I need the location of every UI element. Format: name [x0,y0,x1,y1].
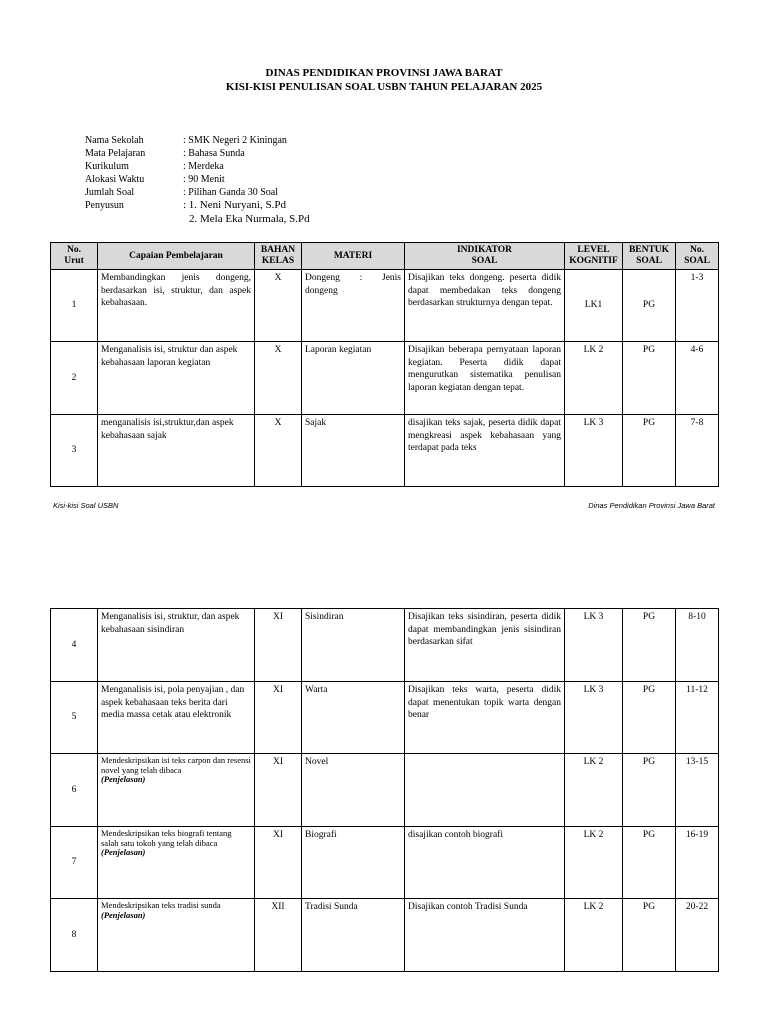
cell-no-soal: 16-19 [676,827,719,899]
cell-bentuk: PG [623,754,676,827]
cell-kelas: XII [255,899,302,972]
info-value: : 90 Menit [183,174,225,185]
table-row [51,754,719,827]
table-row [51,899,719,972]
info-value: : 1. Neni Nuryani, S.Pd [183,199,286,211]
col-bentuk: BENTUK SOAL [623,243,676,270]
cell-bentuk: PG [623,899,676,972]
table-row [51,342,719,415]
cell-materi: Dongeng : Jenis dongeng [302,270,405,342]
grid-table-page2 [50,608,719,972]
cell-capaian: menganalisis isi,struktur,dan aspek kebahasaan sajak [98,415,255,487]
cell-materi: Warta [302,682,405,754]
cell-no: 3 [51,415,98,487]
doc-title-agency: DINAS PENDIDIKAN PROVINSI JAWA BARAT [265,67,503,79]
cell-no-soal: 13-15 [676,754,719,827]
cell-indikator: disajikan teks sajak, peserta didik dapat mengkreasi aspek kebahasaan yang terdapat pada teks [405,415,565,487]
table-row [51,609,719,682]
footer-left: Kisi-kisi Soal USBN [53,501,119,510]
cell-indikator [405,754,565,827]
cell-kelas: XI [255,827,302,899]
cell-bentuk: PG [623,415,676,487]
info-row-count [85,186,310,199]
cell-level: LK 3 [565,609,623,682]
cell-bentuk: PG [623,827,676,899]
info-value: : Pilihan Ganda 30 Soal [183,187,278,198]
cell-bentuk: PG [623,682,676,754]
cell-kelas: X [255,270,302,342]
info-value: : Merdeka [183,161,224,172]
grid-table-page1 [50,242,719,487]
cell-note: (Penjelasan) [101,909,146,920]
cell-materi: Laporan kegiatan [302,342,405,415]
cell-materi: Novel [302,754,405,827]
cell-indikator: Disajikan contoh Tradisi Sunda [405,899,565,972]
cell-materi: Tradisi Sunda [302,899,405,972]
cell-level: LK 3 [565,682,623,754]
table-row [51,270,719,342]
info-value: : Bahasa Sunda [183,148,245,159]
cell-kelas: XI [255,609,302,682]
info-label: Jumlah Soal [85,187,135,198]
col-no-soal: No. SOAL [676,243,719,270]
cell-no-soal: 1-3 [676,270,719,342]
table-row [51,827,719,899]
cell-level: LK 2 [565,342,623,415]
cell-indikator: Disajikan teks warta, peserta didik dapat menentukan topik warta dengan benar [405,682,565,754]
col-no-urut: No. Urut [51,243,98,270]
info-row-author [85,199,310,212]
col-indikator: INDIKATOR SOAL [405,243,565,270]
cell-level: LK1 [565,270,623,342]
info-label: Alokasi Waktu [85,174,145,185]
cell-no: 5 [51,682,98,754]
cell-note: (Penjelasan) [101,774,146,784]
cell-materi: Sajak [302,415,405,487]
cell-no: 6 [51,754,98,827]
cell-level: LK 2 [565,899,623,972]
cell-level: LK 2 [565,754,623,827]
cell-level: LK 3 [565,415,623,487]
footer-right: Dinas Pendidikan Provinsi Jawa Barat [588,501,715,510]
cell-capaian: Mendeskripsikan isi teks carpon dan resensi novel yang telah dibaca (Penjelasan) [98,754,255,827]
cell-capaian: Menganalisis isi, struktur dan aspek kebahasaan laporan kegiatan [98,342,255,415]
info-row-school [85,134,310,147]
info-label: Mata Pelajaran [85,148,146,159]
cell-bentuk: PG [623,270,676,342]
col-bahan-kelas: BAHAN KELAS [255,243,302,270]
cell-materi: Sisindiran [302,609,405,682]
col-materi: MATERI [302,243,405,270]
col-level: LEVEL KOGNITIF [565,243,623,270]
info-row-time [85,173,310,186]
table-row [51,682,719,754]
info-value: : SMK Negeri 2 Kiningan [183,135,287,146]
cell-capaian: Menganalisis isi, pola penyajian , dan aspek kebahasaan teks berita dari media massa cetak atau elektronik [98,682,255,754]
cell-indikator: Disajikan beberapa pernyataan laporan kegiatan. Peserta didik dapat mengurutkan sistematika penulisan laporan kegiatan dengan tepat. [405,342,565,415]
info-label: Nama Sekolah [85,135,144,146]
cell-indikator: Disajikan teks dongeng. peserta didik dapat membedakan teks dongeng berdasarkan strukturnya dengan tepat. [405,270,565,342]
cell-kelas: X [255,342,302,415]
cell-no: 2 [51,342,98,415]
cell-capaian: Mendeskripsikan teks biografi tentang salah satu tokoh yang telah dibaca (Penjelasan) [98,827,255,899]
cell-materi: Biografi [302,827,405,899]
col-capaian: Capaian Pembelajaran [98,243,255,270]
cell-level: LK 2 [565,827,623,899]
cell-no: 1 [51,270,98,342]
cell-kelas: XI [255,682,302,754]
info-label: Penyusun [85,200,124,211]
identity-block [85,134,310,227]
cell-note: (Penjelasan) [101,847,146,857]
info-label: Kurikulum [85,161,129,172]
table-row [51,415,719,487]
cell-indikator: disajikan contoh biografi [405,827,565,899]
cell-bentuk: PG [623,342,676,415]
info-author-continued: 2. Mela Eka Nurmala, S.Pd [189,213,310,225]
cell-bentuk: PG [623,609,676,682]
cell-capaian: Mendeskripsikan teks tradisi sunda (Penjelasan) [98,899,255,972]
cell-no-soal: 4-6 [676,342,719,415]
info-row-curriculum [85,160,310,173]
cell-no-soal: 11-12 [676,682,719,754]
cell-no-soal: 8-10 [676,609,719,682]
doc-title-main: KISI-KISI PENULISAN SOAL USBN TAHUN PELAJARAN 2025 [225,81,543,93]
cell-no-soal: 7-8 [676,415,719,487]
cell-capaian: Menganalisis isi, struktur, dan aspek kebahasaan sisindiran [98,609,255,682]
cell-no: 8 [51,899,98,972]
cell-kelas: X [255,415,302,487]
header-row [51,243,719,270]
cell-kelas: XI [255,754,302,827]
cell-no-soal: 20-22 [676,899,719,972]
cell-no: 7 [51,827,98,899]
cell-no: 4 [51,609,98,682]
cell-capaian: Membandingkan jenis dongeng, berdasarkan isi, struktur, dan aspek kebahasaan. [98,270,255,342]
cell-indikator: Disajikan teks sisindiran, peserta didik dapat membandingkan jenis sisindiran berdasarkan sifat [405,609,565,682]
info-row-subject [85,147,310,160]
